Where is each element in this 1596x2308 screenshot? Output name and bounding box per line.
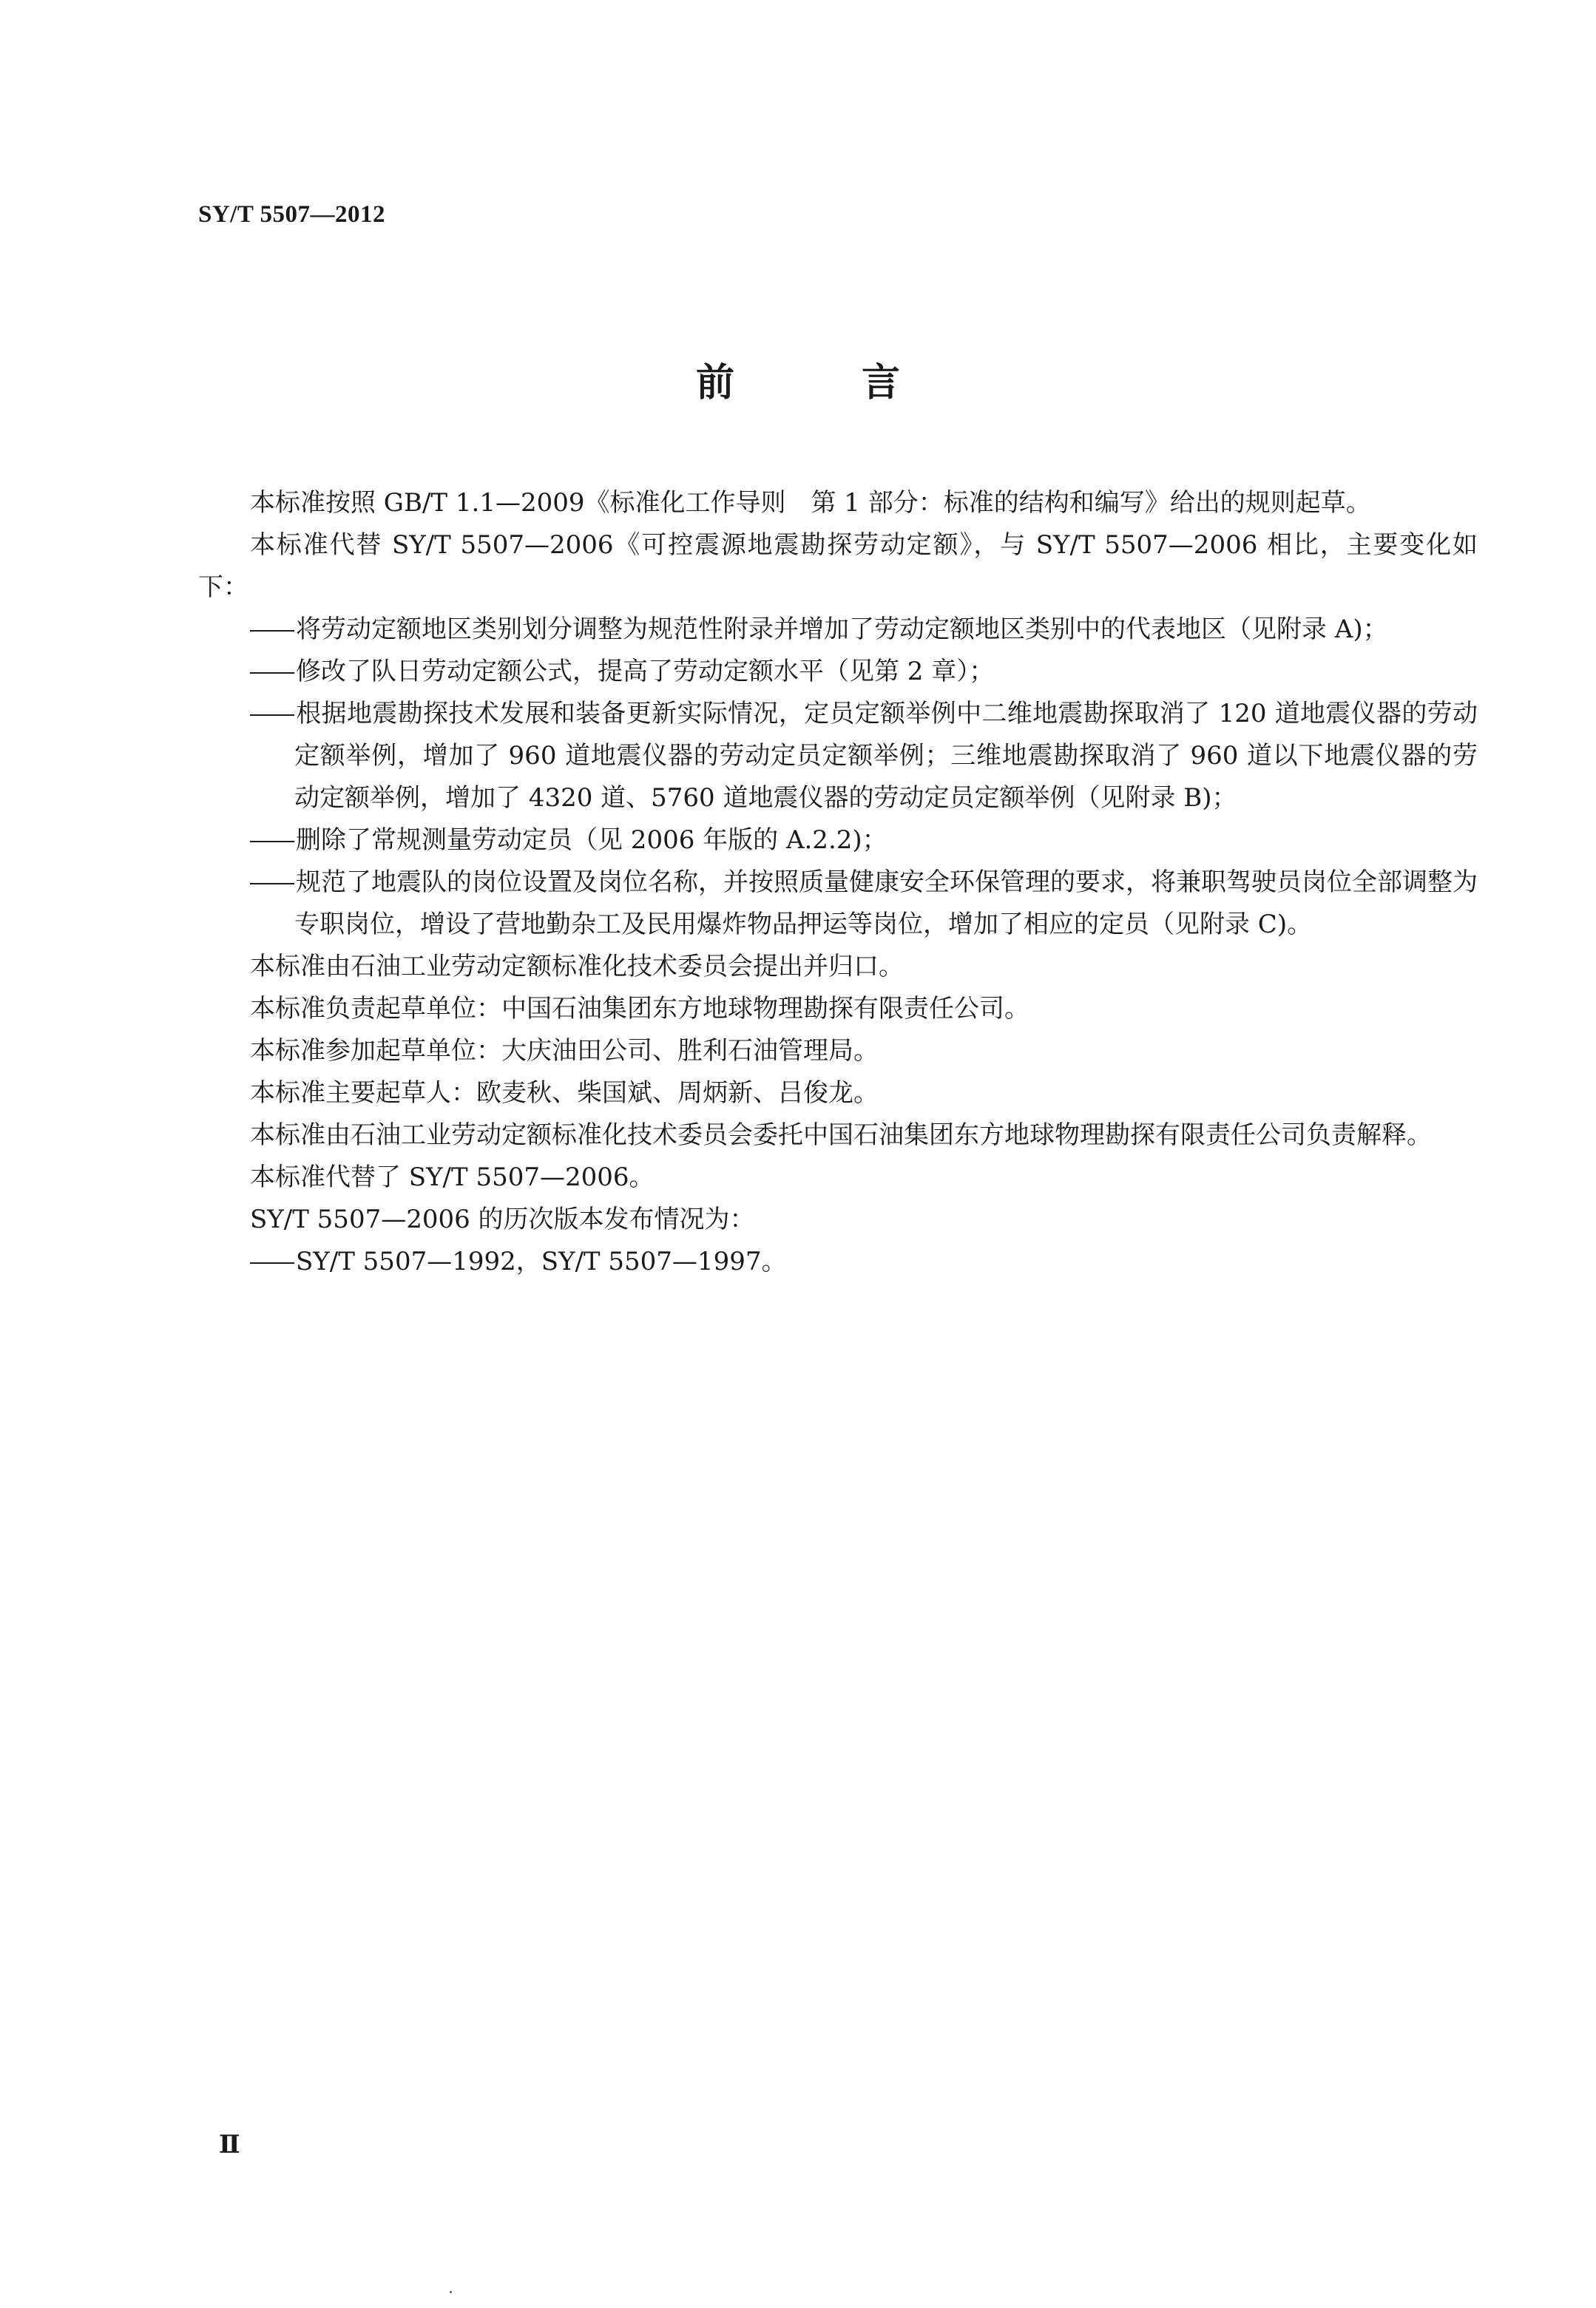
change-item-text: 规范了地震队的岗位设置及岗位名称，并按照质量健康安全环保管理的要求，将兼职驾驶员岗位全部调整为专职岗位，增设了营地勤杂工及民用爆炸物品押运等岗位，增加了相应的定员（见附录 C)。 — [294, 867, 1478, 939]
closing-paragraph: 本标准由石油工业劳动定额标准化技术委员会提出并归口。 — [250, 952, 904, 981]
closing-paragraph: 本标准由石油工业劳动定额标准化技术委员会委托中国石油集团东方地球物理勘探有限责任公司负责解释。 — [250, 1120, 1432, 1150]
history-item-text: SY/T 5507—1992，SY/T 5507—1997。 — [296, 1247, 787, 1276]
closing-paragraph: 本标准负责起草单位：中国石油集团东方地球物理勘探有限责任公司。 — [250, 994, 1029, 1023]
closing-paragraph: SY/T 5507—2006 的历次版本发布情况为： — [250, 1205, 755, 1234]
intro-paragraph: 本标准按照 GB/T 1.1—2009《标准化工作导则 第 1 部分：标准的结构和编写》给出的规则起草。 — [250, 488, 1371, 518]
dash-marker — [198, 672, 296, 674]
page-title: 前 言 — [695, 361, 944, 405]
change-item — [198, 693, 1478, 819]
closing-paragraph: 本标准参加起草单位：大庆油田公司、胜利石油管理局。 — [250, 1036, 879, 1066]
change-item — [198, 819, 1478, 862]
dash-marker — [198, 1262, 296, 1264]
closing-paragraph: 本标准代替了 SY/T 5507—2006。 — [250, 1163, 655, 1192]
change-item-text: 删除了常规测量劳动定员（见 2006 年版的 A.2.2)； — [296, 825, 887, 855]
dash-marker — [198, 883, 296, 884]
dash-marker — [198, 714, 296, 716]
standard-code: SY/T 5507—2012 — [198, 201, 386, 228]
change-item — [198, 609, 1478, 651]
foreword-body — [198, 482, 1478, 1283]
closing-paragraph: 本标准主要起草人：欧麦秋、柴国斌、周炳新、吕俊龙。 — [250, 1078, 879, 1108]
scan-speck — [450, 2291, 452, 2293]
change-item — [198, 862, 1478, 946]
change-item-text: 根据地震勘探技术发展和装备更新实际情况，定员定额举例中二维地震勘探取消了 120 道地震仪器的劳动定额举例，增加了 960 道地震仪器的劳动定员定额举例；三维地震勘探取消了 960 道以下地震仪器的劳动定额举例，增加了 4320 道、5760 道地震仪器的劳动定员定额举例（见附录 B)； — [294, 699, 1478, 813]
history-item — [198, 1241, 1478, 1283]
page-number: Ⅱ — [219, 2131, 240, 2159]
change-item-text: 修改了队日劳动定额公式，提高了劳动定额水平（见第 2 章）； — [296, 657, 995, 686]
dash-marker — [198, 630, 296, 632]
change-item-text: 将劳动定额地区类别划分调整为规范性附录并增加了劳动定额地区类别中的代表地区（见附录 A)； — [296, 615, 1388, 644]
dash-marker — [198, 841, 296, 842]
intro-paragraph: 本标准代替 SY/T 5507—2006《可控震源地震勘探劳动定额》，与 SY/T 5507—2006 相比，主要变化如下： — [198, 530, 1478, 602]
change-item — [198, 651, 1478, 693]
